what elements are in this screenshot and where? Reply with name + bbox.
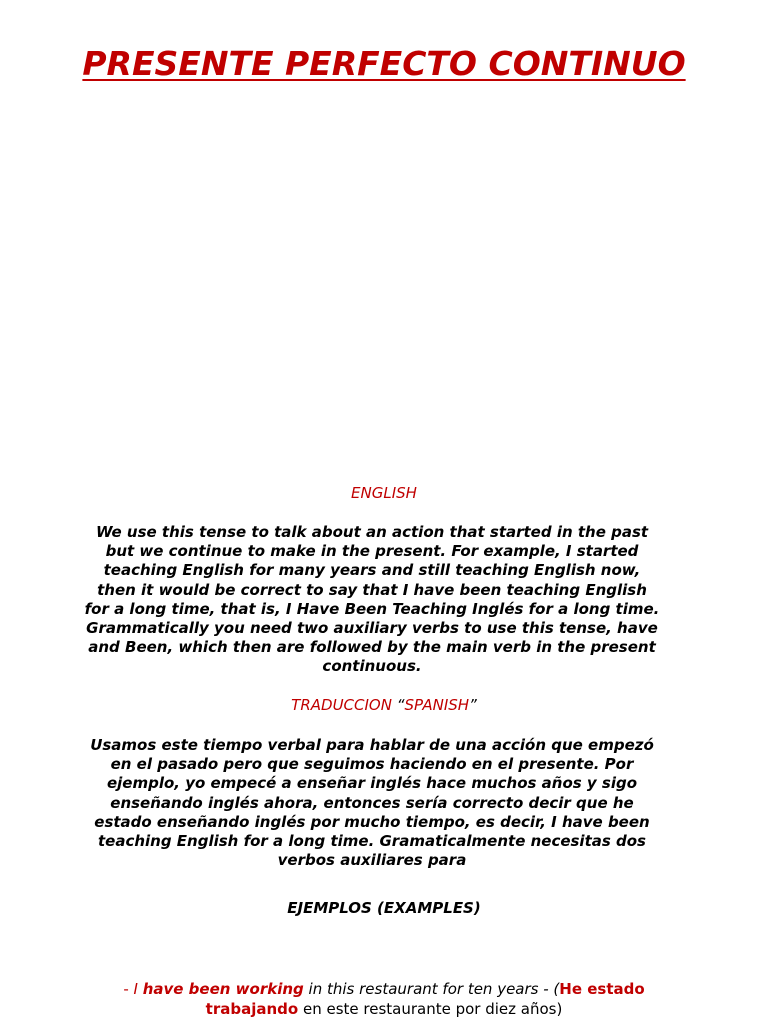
- examples-heading: EJEMPLOS (EXAMPLES): [287, 899, 481, 917]
- spanish-heading-prefix: TRADUCCION: [291, 696, 392, 714]
- english-heading: ENGLISH: [351, 484, 417, 502]
- page-title-text: PRESENTE PERFECTO CONTINUO: [82, 44, 686, 83]
- example-rest: in this restaurant for ten years - (: [303, 980, 560, 998]
- page-title: [0, 44, 768, 83]
- spanish-heading: [0, 696, 768, 715]
- spanish-paragraph: Usamos este tiempo verbal para hablar de una acción que empezó en el pasado pero que seguimos haciendo en el presente. Por ejemplo, yo empecé a enseñar inglés hace muchos años y sigo enseñando inglés ahora, entonces sería correcto decir que he estado enseñando inglés por mucho tiempo, es decir, I have been teaching English for a long time. Gramaticalmente necesitas dos verbos auxiliares para: [90, 736, 654, 870]
- example-translation-verb: He estado trabajando: [205, 980, 645, 1018]
- example-item: [84, 980, 684, 1019]
- example-translation-rest: en este restaurante por diez años): [298, 999, 563, 1018]
- spanish-heading-word: SPANISH: [404, 696, 470, 714]
- example-verb: have been working: [142, 980, 304, 998]
- example-subject: I: [133, 980, 143, 998]
- spanish-heading-open-quote: “: [396, 696, 405, 714]
- example-dash: -: [123, 980, 134, 998]
- english-paragraph: We use this tense to talk about an action that started in the past but we continue to make in the present. For example, I started teaching English for many years and still teaching English now, then it would be correct to say that I have been teaching English for a long time, that is, I Have Been Teaching Inglés for a long time. Grammatically you need two auxiliary verbs to use this tense, have and Been, which then are followed by the main verb in the present continuous.: [84, 523, 660, 676]
- spanish-heading-close-quote: ”: [469, 696, 477, 714]
